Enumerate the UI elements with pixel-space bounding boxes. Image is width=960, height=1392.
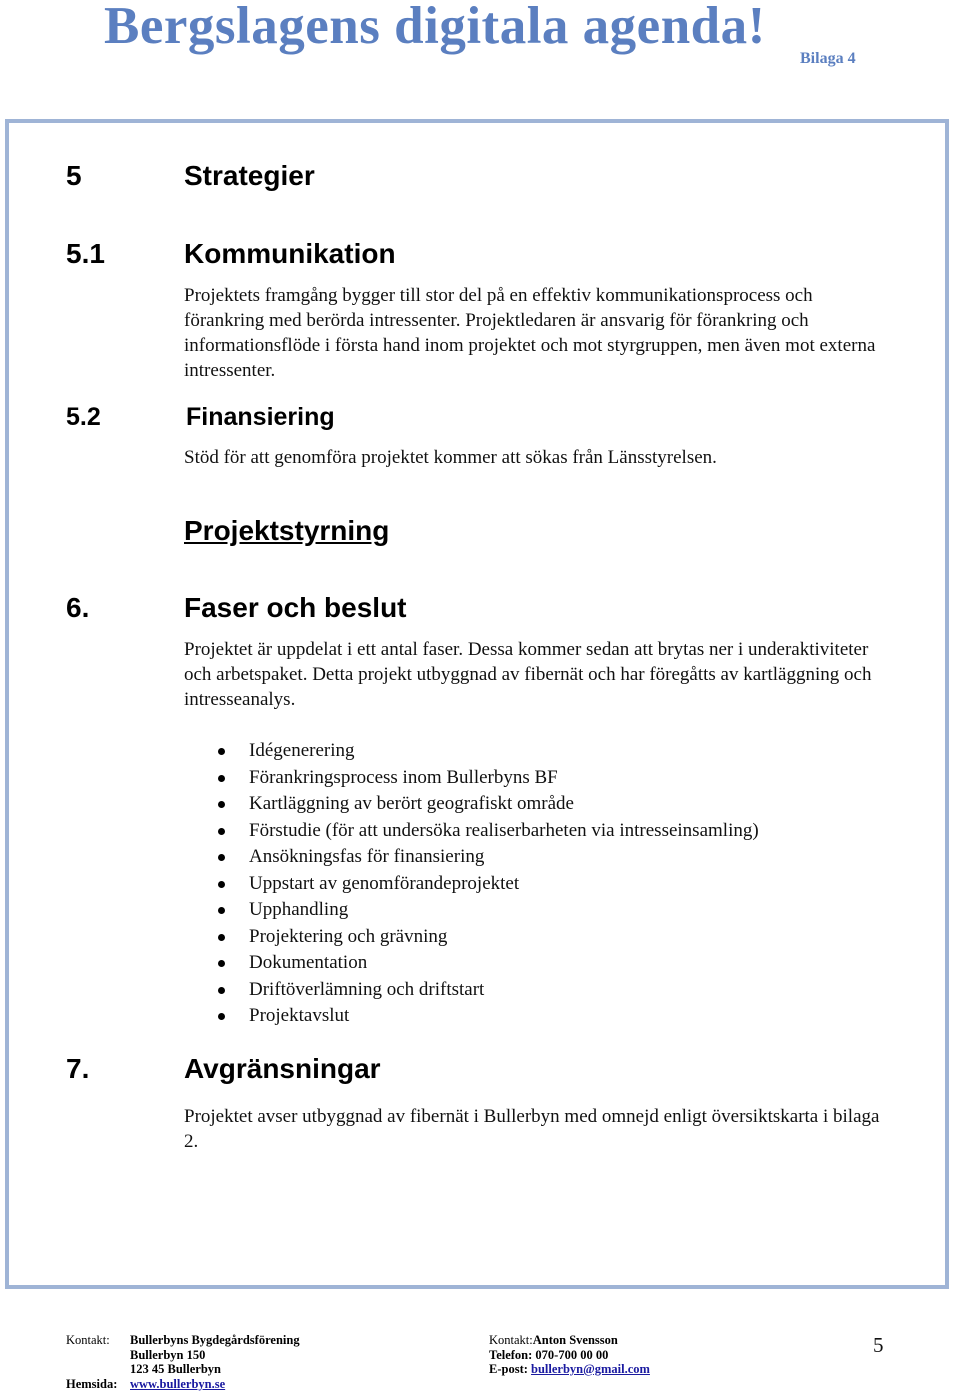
list-item: Uppstart av genomförandeprojektet	[215, 871, 759, 898]
bullet-icon	[218, 934, 225, 941]
bullet-icon	[218, 881, 225, 888]
bullet-icon	[218, 775, 225, 782]
section-7-number: 7.	[66, 1053, 90, 1084]
footer-web-link[interactable]: www.bullerbyn.se	[130, 1377, 226, 1391]
section-7-heading: Avgränsningar	[184, 1053, 381, 1084]
section-5-1-heading: Kommunikation	[184, 238, 396, 269]
bullet-icon	[218, 960, 225, 967]
section-5-number: 5	[66, 160, 82, 191]
section-7-paragraph: Projektet avser utbyggnad av fibernät i Bullerbyn med omnejd enligt översiktskarta i bilaga 2.	[184, 1106, 880, 1152]
section-5-heading: Strategier	[184, 160, 315, 191]
section-5-1-number: 5.1	[66, 238, 105, 269]
footer-email-link[interactable]: bullerbyn@gmail.com	[531, 1362, 650, 1376]
bullet-icon	[218, 854, 225, 861]
bullet-icon	[218, 987, 225, 994]
section-5-1-paragraph: Projektets framgång bygger till stor del på en effektiv kommunikationsprocess och förankring med berörda intressenter. Projektledaren är ansvarig för förankring och informationsflöde i första hand inom projektet och mot styrgruppen, men även mot externa intressenter.	[184, 285, 876, 381]
footer-postal: 123 45 Bullerbyn	[130, 1362, 221, 1376]
bullet-icon	[218, 1013, 225, 1020]
bullet-icon	[218, 828, 225, 835]
footer-web-label: Hemsida:	[66, 1377, 118, 1391]
document-title: Bergslagens digitala agenda!	[104, 0, 766, 55]
projektstyrning-heading: Projektstyrning	[184, 515, 390, 546]
annex-label: Bilaga 4	[800, 50, 856, 67]
list-item: Driftöverlämning och driftstart	[215, 977, 759, 1004]
footer-phone: Telefon: 070-700 00 00	[489, 1348, 609, 1362]
bullet-icon	[218, 748, 225, 755]
list-item: Kartläggning av berört geografiskt område	[215, 791, 759, 818]
footer-street: Bullerbyn 150	[130, 1348, 206, 1362]
list-item: Förankringsprocess inom Bullerbyns BF	[215, 765, 759, 792]
list-item: Projektering och grävning	[215, 924, 759, 951]
phase-list	[215, 738, 759, 1030]
list-item: Upphandling	[215, 897, 759, 924]
list-item: Förstudie (för att undersöka realiserbarheten via intresseinsamling)	[215, 818, 759, 845]
section-5-2-heading: Finansiering	[186, 403, 335, 431]
bullet-icon	[218, 801, 225, 808]
footer-org: Bullerbyns Bygdegårdsförening	[130, 1333, 300, 1347]
list-item: Ansökningsfas för finansiering	[215, 844, 759, 871]
footer-contact-label: Kontakt:	[66, 1333, 110, 1347]
section-5-2-paragraph: Stöd för att genomföra projektet kommer att sökas från Länsstyrelsen.	[184, 447, 717, 468]
section-5-2-number: 5.2	[66, 403, 101, 431]
footer-contact2: Kontakt:Anton Svensson	[489, 1333, 618, 1347]
list-item: Idégenerering	[215, 738, 759, 765]
footer-email: E-post: bullerbyn@gmail.com	[489, 1362, 650, 1376]
list-item: Projektavslut	[215, 1003, 759, 1030]
section-6-heading: Faser och beslut	[184, 592, 407, 623]
list-item: Dokumentation	[215, 950, 759, 977]
section-6-number: 6.	[66, 592, 90, 623]
page-number: 5	[873, 1333, 884, 1357]
bullet-icon	[218, 907, 225, 914]
section-6-paragraph: Projektet är uppdelat i ett antal faser. Dessa kommer sedan att brytas ner i underaktiviteter och arbetspaket. Detta projekt utbyggnad av fibernät och har föregåtts av kartläggning och intresseanalys.	[184, 639, 872, 710]
